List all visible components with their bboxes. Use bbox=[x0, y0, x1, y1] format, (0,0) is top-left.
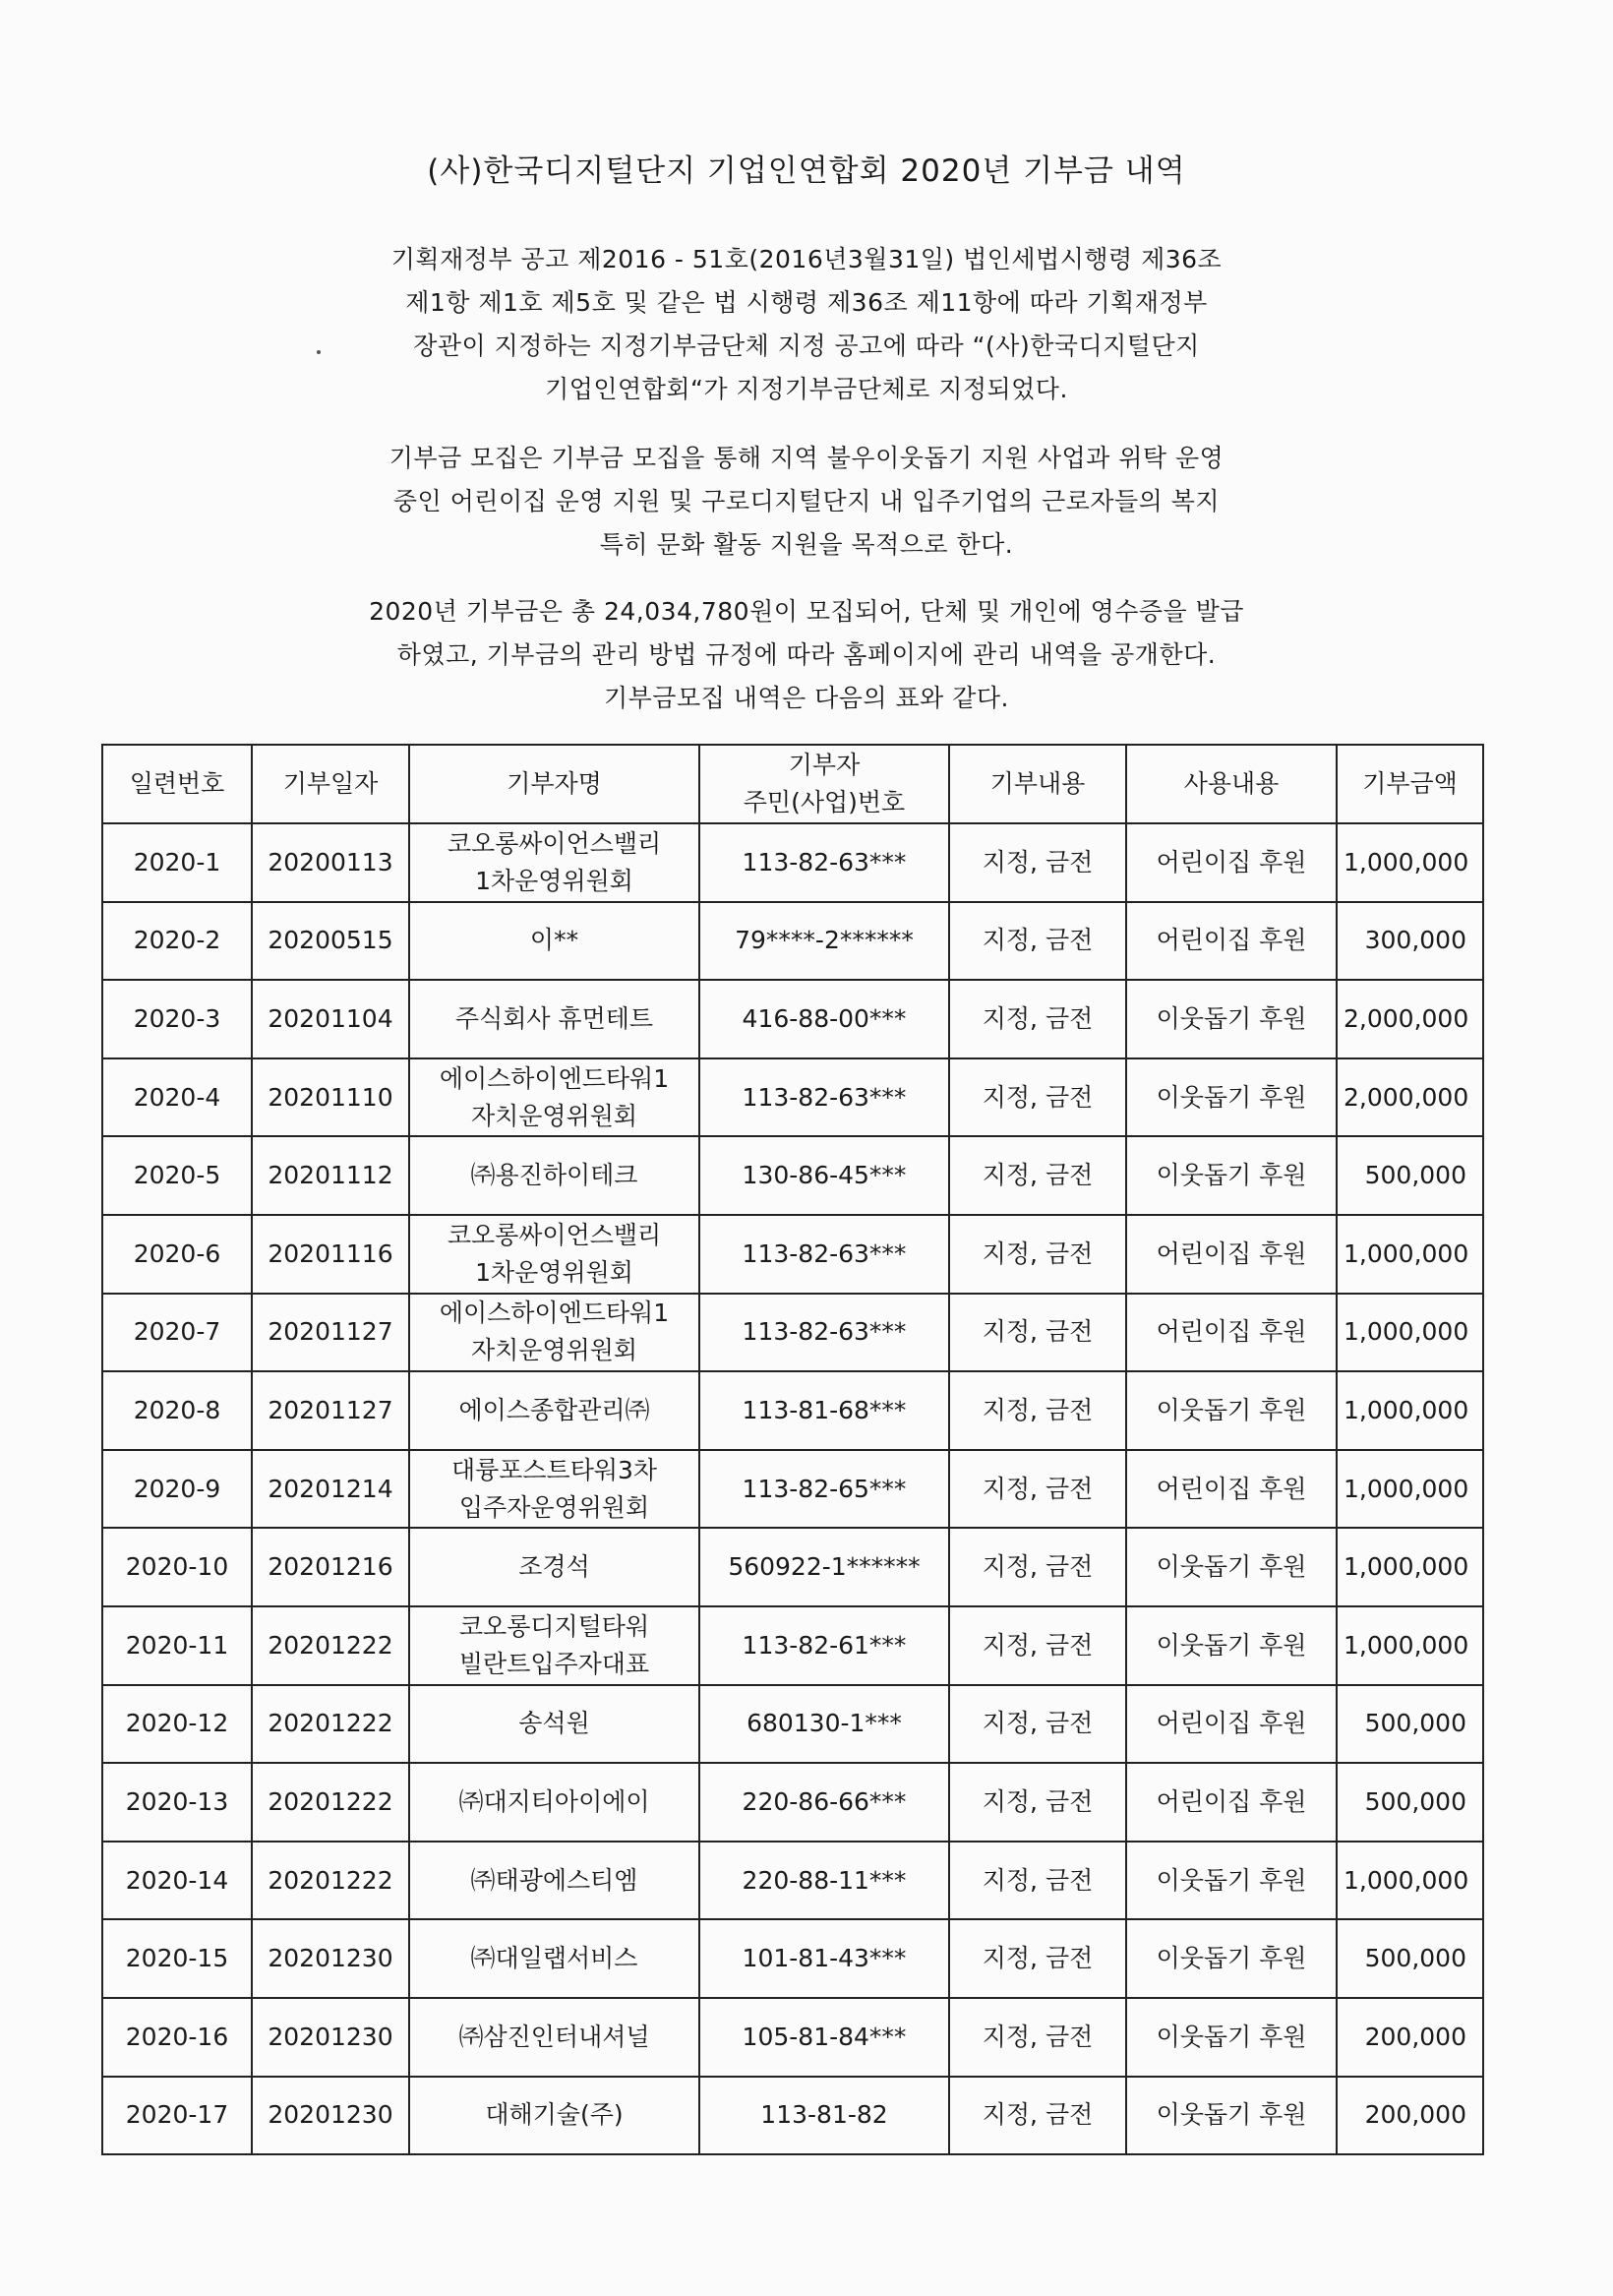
cell-content: 지정, 금전 bbox=[949, 1998, 1126, 2077]
cell-amount: 1,000,000 bbox=[1337, 1294, 1483, 1372]
cell-donor bbox=[409, 1058, 699, 1137]
cell-serial: 2020-9 bbox=[102, 1450, 252, 1529]
donor-name-line: 대해기술(주) bbox=[485, 2100, 624, 2130]
header-serial: 일련번호 bbox=[102, 745, 252, 823]
cell-donor bbox=[409, 1371, 699, 1450]
cell-date: 20201230 bbox=[252, 1998, 409, 2077]
cell-id: 113-82-65*** bbox=[699, 1450, 949, 1529]
donor-name-line: 송석원 bbox=[518, 1709, 590, 1738]
cell-content: 지정, 금전 bbox=[949, 1136, 1126, 1215]
cell-content: 지정, 금전 bbox=[949, 2077, 1126, 2155]
donor-name-line: 코오롱싸이언스밸리 bbox=[447, 828, 662, 858]
cell-id: 113-82-63*** bbox=[699, 823, 949, 902]
paragraph-line: 제1항 제1호 제5호 및 같은 법 시행령 제36조 제11항에 따라 기획재정부 bbox=[405, 288, 1208, 317]
cell-donor bbox=[409, 1136, 699, 1215]
paragraph-line: 장관이 지정하는 지정기부금단체 지정 공고에 따라 “(사)한국디지털단지 bbox=[413, 332, 1200, 360]
cell-content: 지정, 금전 bbox=[949, 1371, 1126, 1450]
paragraph-line: 기부금 모집은 기부금 모집을 통해 지역 불우이웃돕기 지원 사업과 위탁 운영 bbox=[388, 444, 1225, 472]
cell-amount: 500,000 bbox=[1337, 1919, 1483, 1998]
cell-content: 지정, 금전 bbox=[949, 1528, 1126, 1606]
cell-date: 20201127 bbox=[252, 1294, 409, 1372]
cell-date: 20201222 bbox=[252, 1763, 409, 1842]
paragraph-line: 기부금모집 내역은 다음의 표와 같다. bbox=[604, 684, 1009, 712]
donor-name-line: 자치운영위원회 bbox=[470, 1336, 638, 1365]
cell-date: 20200515 bbox=[252, 902, 409, 981]
cell-usage: 이웃돕기 후원 bbox=[1126, 1842, 1337, 1920]
cell-id: 101-81-43*** bbox=[699, 1919, 949, 1998]
table-row bbox=[102, 2077, 1483, 2155]
cell-serial: 2020-7 bbox=[102, 1294, 252, 1372]
donor-name-line: 에이스하이엔드타워1 bbox=[439, 1299, 670, 1328]
cell-donor bbox=[409, 1919, 699, 1998]
cell-amount: 200,000 bbox=[1337, 2077, 1483, 2155]
cell-donor bbox=[409, 1528, 699, 1606]
table-row bbox=[102, 1919, 1483, 1998]
cell-date: 20201222 bbox=[252, 1842, 409, 1920]
cell-serial: 2020-15 bbox=[102, 1919, 252, 1998]
cell-serial: 2020-3 bbox=[102, 980, 252, 1058]
cell-amount: 200,000 bbox=[1337, 1998, 1483, 2077]
cell-usage: 이웃돕기 후원 bbox=[1126, 1998, 1337, 2077]
table-row bbox=[102, 902, 1483, 981]
donor-name-line: 코오롱디지털타워 bbox=[458, 1611, 650, 1641]
table-row bbox=[102, 1058, 1483, 1137]
cell-donor bbox=[409, 823, 699, 902]
cell-serial: 2020-10 bbox=[102, 1528, 252, 1606]
table-row bbox=[102, 1763, 1483, 1842]
table-row bbox=[102, 823, 1483, 902]
header-id-line2: 주민(사업)번호 bbox=[743, 788, 906, 816]
cell-id: 113-82-63*** bbox=[699, 1058, 949, 1137]
cell-amount: 1,000,000 bbox=[1337, 1371, 1483, 1450]
document-title: (사)한국디지털단지 기업인연합회 2020년 기부금 내역 bbox=[427, 153, 1186, 189]
paragraph-line: 하였고, 기부금의 관리 방법 규정에 따라 홈페이지에 관리 내역을 공개한다. bbox=[396, 640, 1217, 669]
cell-amount: 2,000,000 bbox=[1337, 1058, 1483, 1137]
cell-id: 113-82-63*** bbox=[699, 1215, 949, 1294]
cell-usage: 어린이집 후원 bbox=[1126, 1215, 1337, 1294]
donor-name-line: 코오롱싸이언스밸리 bbox=[447, 1220, 662, 1249]
cell-amount: 1,000,000 bbox=[1337, 823, 1483, 902]
table-row bbox=[102, 1371, 1483, 1450]
cell-content: 지정, 금전 bbox=[949, 1450, 1126, 1529]
cell-serial: 2020-14 bbox=[102, 1842, 252, 1920]
cell-usage: 어린이집 후원 bbox=[1126, 1294, 1337, 1372]
cell-content: 지정, 금전 bbox=[949, 902, 1126, 981]
cell-usage: 어린이집 후원 bbox=[1126, 902, 1337, 981]
cell-id: 79****-2****** bbox=[699, 902, 949, 981]
cell-content: 지정, 금전 bbox=[949, 1215, 1126, 1294]
cell-usage: 이웃돕기 후원 bbox=[1126, 1919, 1337, 1998]
table-body bbox=[102, 823, 1483, 2154]
cell-date: 20201230 bbox=[252, 1919, 409, 1998]
cell-amount: 500,000 bbox=[1337, 1763, 1483, 1842]
cell-content: 지정, 금전 bbox=[949, 1763, 1126, 1842]
table-row bbox=[102, 1136, 1483, 1215]
donor-name-line: ㈜대일랩서비스 bbox=[470, 1944, 638, 1973]
table-row bbox=[102, 1528, 1483, 1606]
cell-amount: 1,000,000 bbox=[1337, 1528, 1483, 1606]
cell-serial: 2020-1 bbox=[102, 823, 252, 902]
cell-date: 20201216 bbox=[252, 1528, 409, 1606]
cell-id: 113-81-68*** bbox=[699, 1371, 949, 1450]
cell-content: 지정, 금전 bbox=[949, 1685, 1126, 1764]
cell-id: 680130-1*** bbox=[699, 1685, 949, 1764]
cell-usage: 이웃돕기 후원 bbox=[1126, 2077, 1337, 2155]
header-id-line1: 기부자 bbox=[788, 751, 861, 779]
cell-date: 20201222 bbox=[252, 1606, 409, 1685]
cell-serial: 2020-6 bbox=[102, 1215, 252, 1294]
cell-serial: 2020-8 bbox=[102, 1371, 252, 1450]
cell-content: 지정, 금전 bbox=[949, 980, 1126, 1058]
cell-serial: 2020-4 bbox=[102, 1058, 252, 1137]
cell-date: 20201214 bbox=[252, 1450, 409, 1529]
cell-serial: 2020-2 bbox=[102, 902, 252, 981]
cell-id: 113-82-61*** bbox=[699, 1606, 949, 1685]
header-usage: 사용내용 bbox=[1126, 745, 1337, 823]
table-header-row bbox=[102, 745, 1483, 823]
donor-name-line: 에이스하이엔드타워1 bbox=[439, 1063, 670, 1093]
cell-date: 20201112 bbox=[252, 1136, 409, 1215]
cell-content: 지정, 금전 bbox=[949, 1606, 1126, 1685]
cell-donor bbox=[409, 1606, 699, 1685]
table-row bbox=[102, 1294, 1483, 1372]
table-row bbox=[102, 980, 1483, 1058]
cell-donor bbox=[409, 1215, 699, 1294]
cell-id: 560922-1****** bbox=[699, 1528, 949, 1606]
header-id bbox=[699, 745, 949, 823]
cell-id: 113-81-82 bbox=[699, 2077, 949, 2155]
table-row bbox=[102, 1998, 1483, 2077]
table-row bbox=[102, 1450, 1483, 1529]
cell-date: 20201127 bbox=[252, 1371, 409, 1450]
cell-amount: 1,000,000 bbox=[1337, 1215, 1483, 1294]
donor-name-line: 1차운영위원회 bbox=[475, 1257, 633, 1287]
cell-id: 416-88-00*** bbox=[699, 980, 949, 1058]
cell-donor bbox=[409, 1450, 699, 1529]
donor-name-line: 조경석 bbox=[518, 1552, 590, 1582]
paragraph-line: 중인 어린이집 운영 지원 및 구로디지털단지 내 입주기업의 근로자들의 복지 bbox=[392, 487, 1221, 515]
cell-amount: 300,000 bbox=[1337, 902, 1483, 981]
paragraph-line: 특히 문화 활동 지원을 목적으로 한다. bbox=[599, 530, 1014, 559]
cell-donor bbox=[409, 2077, 699, 2155]
cell-donor bbox=[409, 1294, 699, 1372]
cell-content: 지정, 금전 bbox=[949, 1842, 1126, 1920]
cell-content: 지정, 금전 bbox=[949, 1919, 1126, 1998]
paragraph-line: 기획재정부 공고 제2016 - 51호(2016년3월31일) 법인세법시행령 제36조 bbox=[390, 245, 1223, 273]
donor-name-line: ㈜태광에스티엠 bbox=[470, 1865, 638, 1895]
cell-content: 지정, 금전 bbox=[949, 823, 1126, 902]
header-amount: 기부금액 bbox=[1337, 745, 1483, 823]
donor-name-line: 대륭포스트타워3차 bbox=[450, 1455, 658, 1484]
donations-table bbox=[101, 744, 1484, 2155]
cell-usage: 이웃돕기 후원 bbox=[1126, 1606, 1337, 1685]
cell-content: 지정, 금전 bbox=[949, 1058, 1126, 1137]
cell-id: 105-81-84*** bbox=[699, 1998, 949, 2077]
table-row bbox=[102, 1685, 1483, 1764]
table-row bbox=[102, 1215, 1483, 1294]
cell-donor bbox=[409, 980, 699, 1058]
cell-usage: 어린이집 후원 bbox=[1126, 1685, 1337, 1764]
cell-usage: 이웃돕기 후원 bbox=[1126, 1058, 1337, 1137]
header-content: 기부내용 bbox=[949, 745, 1126, 823]
cell-amount: 500,000 bbox=[1337, 1136, 1483, 1215]
cell-usage: 어린이집 후원 bbox=[1126, 1450, 1337, 1529]
cell-serial: 2020-13 bbox=[102, 1763, 252, 1842]
donor-name-line: 빌란트입주자대표 bbox=[458, 1649, 650, 1678]
donor-name-line: 에이스종합관리㈜ bbox=[458, 1395, 650, 1424]
paragraph-line: 기업인연합회“가 지정기부금단체로 지정되었다. bbox=[545, 375, 1068, 403]
cell-serial: 2020-5 bbox=[102, 1136, 252, 1215]
donor-name-line: 자치운영위원회 bbox=[470, 1101, 638, 1130]
paragraph-summary bbox=[295, 590, 1318, 720]
cell-date: 20201230 bbox=[252, 2077, 409, 2155]
cell-id: 113-82-63*** bbox=[699, 1294, 949, 1372]
cell-donor bbox=[409, 1998, 699, 2077]
cell-date: 20201110 bbox=[252, 1058, 409, 1137]
cell-id: 130-86-45*** bbox=[699, 1136, 949, 1215]
cell-amount: 1,000,000 bbox=[1337, 1450, 1483, 1529]
cell-usage: 이웃돕기 후원 bbox=[1126, 1136, 1337, 1215]
donor-name-line: 이** bbox=[529, 926, 579, 955]
cell-usage: 이웃돕기 후원 bbox=[1126, 1528, 1337, 1606]
cell-usage: 이웃돕기 후원 bbox=[1126, 1371, 1337, 1450]
cell-date: 20201222 bbox=[252, 1685, 409, 1764]
header-date: 기부일자 bbox=[252, 745, 409, 823]
cell-usage: 어린이집 후원 bbox=[1126, 1763, 1337, 1842]
cell-serial: 2020-17 bbox=[102, 2077, 252, 2155]
table-row bbox=[102, 1606, 1483, 1685]
cell-usage: 이웃돕기 후원 bbox=[1126, 980, 1337, 1058]
donor-name-line: ㈜대지티아이에이 bbox=[458, 1786, 650, 1816]
cell-amount: 1,000,000 bbox=[1337, 1606, 1483, 1685]
cell-usage: 어린이집 후원 bbox=[1126, 823, 1337, 902]
donor-name-line: ㈜삼진인터내셔널 bbox=[458, 2022, 650, 2051]
cell-amount: 2,000,000 bbox=[1337, 980, 1483, 1058]
cell-date: 20201116 bbox=[252, 1215, 409, 1294]
cell-serial: 2020-11 bbox=[102, 1606, 252, 1685]
cell-serial: 2020-12 bbox=[102, 1685, 252, 1764]
cell-donor bbox=[409, 1763, 699, 1842]
donor-name-line: 입주자운영위원회 bbox=[458, 1492, 650, 1522]
cell-id: 220-86-66*** bbox=[699, 1763, 949, 1842]
donor-name-line: 1차운영위원회 bbox=[475, 866, 633, 895]
cell-serial: 2020-16 bbox=[102, 1998, 252, 2077]
cell-amount: 500,000 bbox=[1337, 1685, 1483, 1764]
paragraph-line: 2020년 기부금은 총 24,034,780원이 모집되어, 단체 및 개인에 영수증을 발급 bbox=[369, 597, 1244, 626]
cell-amount: 1,000,000 bbox=[1337, 1842, 1483, 1920]
cell-donor bbox=[409, 1685, 699, 1764]
donor-name-line: 주식회사 휴먼테트 bbox=[454, 1003, 654, 1033]
header-donor: 기부자명 bbox=[409, 745, 699, 823]
cell-date: 20201104 bbox=[252, 980, 409, 1058]
paragraph-purpose bbox=[295, 437, 1318, 567]
paragraph-designation bbox=[295, 238, 1318, 411]
cell-id: 220-88-11*** bbox=[699, 1842, 949, 1920]
cell-date: 20200113 bbox=[252, 823, 409, 902]
donor-name-line: ㈜용진하이테크 bbox=[470, 1161, 638, 1190]
table-row bbox=[102, 1842, 1483, 1920]
cell-donor bbox=[409, 1842, 699, 1920]
cell-donor bbox=[409, 902, 699, 981]
cell-content: 지정, 금전 bbox=[949, 1294, 1126, 1372]
